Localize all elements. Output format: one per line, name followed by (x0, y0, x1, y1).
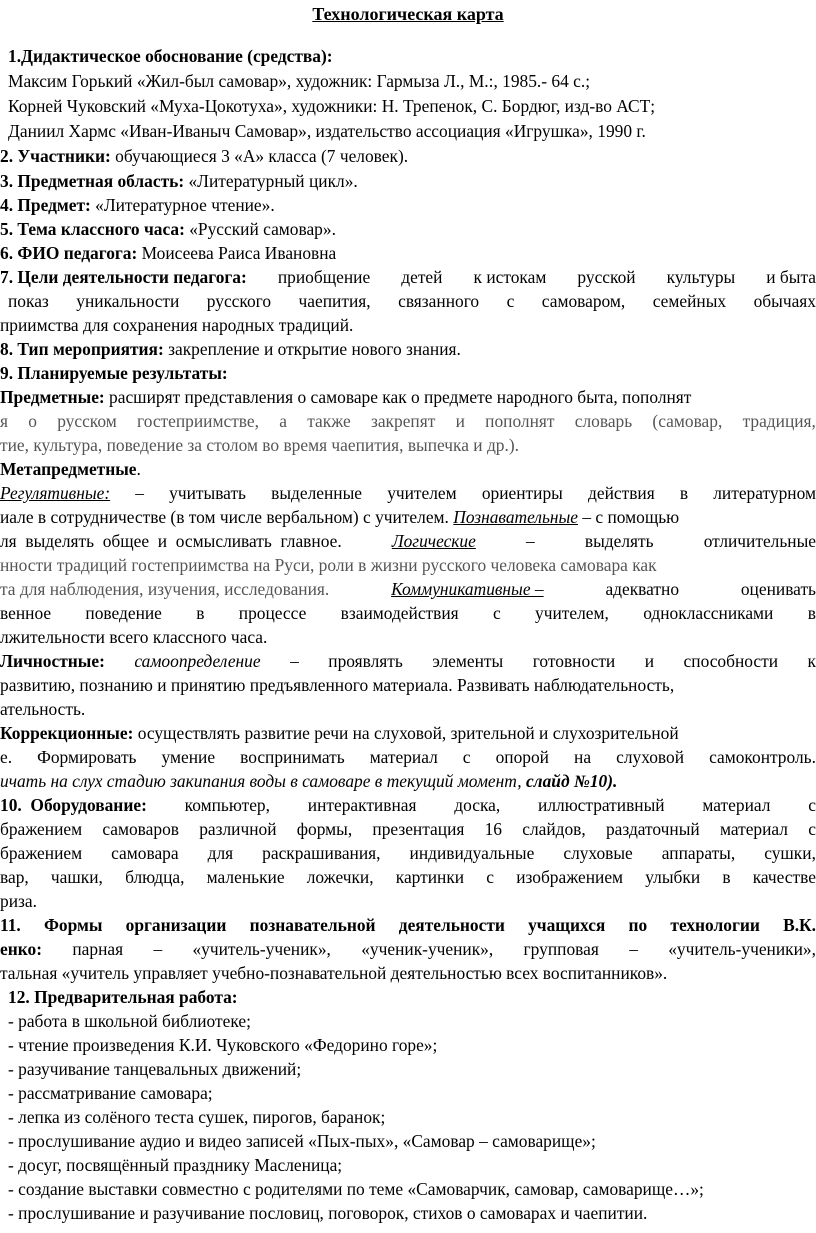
section-7-line-1: 7. Цели деятельности педагога: приобщение детей к истокам русской культуры и быта (0, 267, 816, 287)
section-9-heading: 9. Планируемые результаты: (0, 363, 228, 383)
section-1-heading: 1.Дидактическое обоснование (средства): (8, 46, 333, 66)
subject-results-line-3: тие, культура, поведение за столом во время чаепития, выпечка и др.). (0, 435, 519, 455)
equipment-line-5: риза. (0, 891, 37, 911)
list-item: - лепка из солёного теста сушек, пирогов, баранок; (8, 1107, 386, 1127)
document-title: Технологическая карта (312, 4, 504, 24)
section-7-line-2: показ уникальности русского чаепития, связанного с самоваром, семейных обычаях (8, 291, 816, 311)
section-2-participants: 2. Участники: обучающиеся 3 «А» класса (7 человек). (0, 146, 409, 166)
equipment-line-2: бражением самоваров различной формы, презентация 16 слайдов, раздаточный материал с (0, 819, 816, 839)
source-line-3: Даниил Хармс «Иван-Иваныч Самовар», издательство ассоциация «Игрушка», 1990 г. (8, 121, 646, 141)
regulative-line-1: Регулятивные: – учитывать выделенные учителем ориентиры действия в литературном (0, 483, 816, 503)
regulative-line-2: иале в сотрудничестве (в том числе вербальном) с учителем. Познавательные – с помощью (0, 507, 680, 527)
communicative-line-2: венное поведение в процессе взаимодействия с учителем, одноклассниками в (0, 603, 816, 623)
meta-results-heading: Метапредметные. (0, 459, 141, 479)
section-12-heading: 12. Предварительная работа: (8, 987, 238, 1007)
list-item: - чтение произведения К.И. Чуковского «Федорино горе»; (8, 1035, 438, 1055)
equipment-line-1: 10. Оборудование: компьютер, интерактивная доска, иллюстративный материал с (0, 795, 816, 815)
list-item: - создание выставки совместно с родителями по теме «Самоварчик, самовар, самоварище…»; (8, 1179, 704, 1199)
section-7-line-3: приимства для сохранения народных традиций. (0, 315, 354, 335)
section-6-teacher: 6. ФИО педагога: Моисеева Раиса Ивановна (0, 243, 337, 263)
correction-line-2: е. Формировать умение воспринимать материал с опорой на слуховой самоконтроль. (0, 747, 816, 767)
section-5-topic: 5. Тема классного часа: «Русский самовар». (0, 219, 336, 239)
list-item: - прослушивание и разучивание пословиц, поговорок, стихов о самоварах и чаепитии. (8, 1203, 648, 1223)
list-item: - досуг, посвящённый празднику Масленица; (8, 1155, 343, 1175)
forms-line-1: 11. Формы организации познавательной деятельности учащихся по технологии В.К. (0, 915, 816, 935)
correction-line-3: ичать на слух стадию закипания воды в самоваре в текущий момент, слайд №10). (0, 771, 618, 791)
subject-results-line-2: я о русском гостеприимстве, а также закрепят и пополнят словарь (самовар, традиция, (0, 411, 816, 431)
source-line-1: Максим Горький «Жил-был самовар», художник: Гармыза Л., М.:, 1985.- 64 с.; (8, 71, 591, 91)
personal-results-line-2: развитию, познанию и принятию предъявленного материала. Развивать наблюдательность, (0, 675, 675, 695)
equipment-line-4: вар, чашки, блюдца, маленькие ложечки, картинки с изображением улыбки в качестве (0, 867, 816, 887)
logical-line: ля выделять общее и осмысливать главное. Логические – выделять отличительные (0, 531, 816, 551)
section-4-subject: 4. Предмет: «Литературное чтение». (0, 195, 275, 215)
list-item: - рассматривание самовара; (8, 1083, 213, 1103)
forms-line-2: енко: парная – «учитель-ученик», «ученик-ученик», групповая – «учитель-ученики», (0, 939, 816, 959)
equipment-line-3: бражением самовара для раскрашивания, индивидуальные слуховые аппараты, сушки, (0, 843, 816, 863)
forms-line-3: тальная «учитель управляет учебно-познавательной деятельностью всех воспитанников». (0, 963, 668, 983)
personal-results-line-3: ательность. (0, 699, 86, 719)
section-8-event-type: 8. Тип мероприятия: закрепление и открытие нового знания. (0, 339, 461, 359)
section-3-subject-area: 3. Предметная область: «Литературный цикл». (0, 171, 358, 191)
list-item: - прослушивание аудио и видео записей «Пых-пых», «Самовар – самоварище»; (8, 1131, 596, 1151)
communicative-line-1: та для наблюдения, изучения, исследования. Коммуникативные – адекватно оценивать (0, 579, 816, 599)
tradition-line: нности традиций гостеприимства на Руси, роли в жизни русского человека самовара как (0, 555, 657, 575)
source-line-2: Корней Чуковский «Муха-Цокотуха», художники: Н. Трепенок, С. Бордюг, изд-во АСТ; (8, 96, 656, 116)
list-item: - разучивание танцевальных движений; (8, 1059, 302, 1079)
communicative-line-3: лжительности всего классного часа. (0, 627, 268, 647)
list-item: - работа в школьной библиотеке; (8, 1011, 251, 1031)
correction-line-1: Коррекционные: осуществлять развитие речи на слуховой, зрительной и слухозрительной (0, 723, 679, 743)
subject-results-line-1: Предметные: расширят представления о самоваре как о предмете народного быта, пополнят (0, 387, 692, 407)
personal-results-line-1: Личностные: самоопределение – проявлять элементы готовности и способности к (0, 651, 816, 671)
